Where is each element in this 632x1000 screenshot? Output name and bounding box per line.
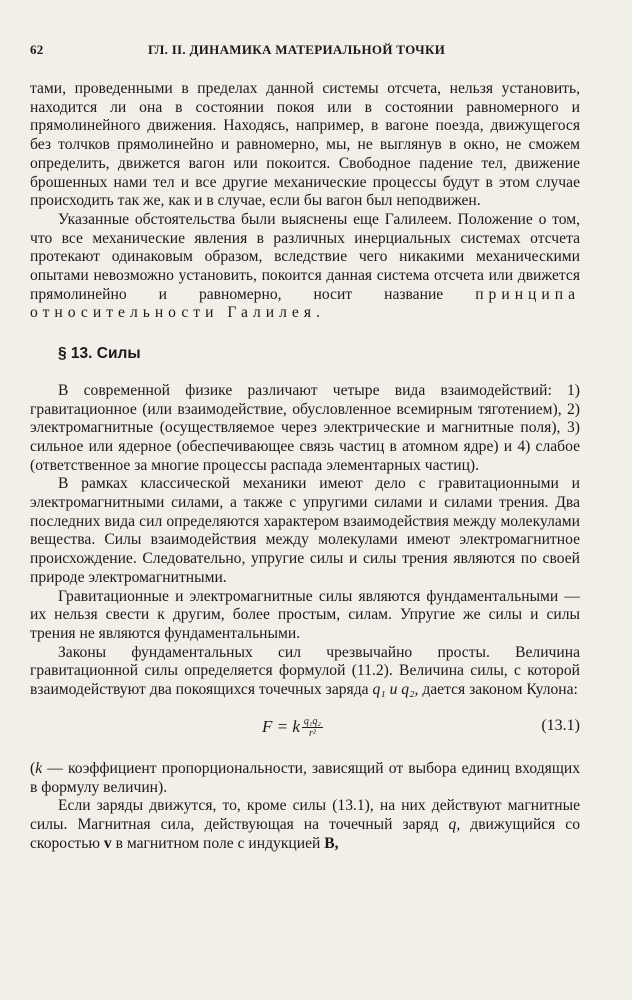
page-number: 62 (30, 42, 44, 57)
formula-denominator: r² (308, 727, 316, 739)
paragraph-2-text: Указанные обстоятельства были выяснены еще Галилеем. Положение о том, что все механические явления в различных инерциальных системах отсчета протекают одинаковым образом, вследствие чего никакими механическими опытами невозможно установить, покоится данная система отсчета или движется прямолинейно и равномерно, носит название (30, 210, 580, 303)
formula-expression (262, 716, 323, 739)
coulomb-formula (30, 704, 580, 754)
galileo-principle: принципа относительности Галилея. (30, 285, 580, 322)
induction-b: B, (324, 834, 339, 852)
paragraph-8-mid: движущийся со скоростью (30, 815, 581, 852)
paragraph-8-mid2: в магнитном поле с индукцией (115, 834, 321, 852)
coefficient-k: k (35, 759, 43, 777)
paragraph-8-text: Если заряды движутся, то, кроме силы (13.1), на них действуют магнитные силы. Магнитная сила, действующая на точечный заряд (30, 797, 580, 833)
paragraph-2 (30, 211, 580, 323)
paragraph-1: тами, проведенными в пределах данной системы отсчета, нельзя установить, находится ли она в состоянии покоя или в состоянии равномерного и прямолинейного движения. Находясь, например, в вагоне поезда, движущегося без толчков прямолинейно и равномерно, мы, не выглянув в окно, не сможем определить, движется вагон или покоится. Свободное падение тел, движение брошенных нами тел и все другие механические процессы будут в этом случае происходить так же, как и в случае, если бы вагон был неподвижен. (30, 80, 580, 210)
paragraph-7-text: — коэффициент пропорциональности, зависящий от выбора единиц входящих в формулу величин). (30, 759, 580, 796)
paragraph-4: В рамках классической механики имеют дело с гравитационными и электромагнитными силами, а также с упругими силами и силами трения. Два последних вида сил определяются характером взаимодействия между молекулами вещества. Силы взаимодействия между молекулами имеют электромагнитное происхождение. Следовательно, упругие силы и силы трения являются по своей природе электромагнитными. (30, 475, 580, 586)
formula-lhs: F = k (262, 716, 300, 736)
formula-numerator: q₁q₂ (303, 715, 321, 727)
section-title: § 13. Силы (58, 345, 141, 363)
body-text (30, 80, 580, 853)
paragraph-5: Гравитационные и электромагнитные силы являются фундаментальными — их нельзя свести к другим, более простым, силам. Упругие же силы и силы трения не являются фундаментальными. (30, 587, 580, 642)
paragraph-3: В современной физике различают четыре вида взаимодействий: 1) гравитационное (или взаимодействие, обусловленное всемирным тяготением), 2) электромагнитные (осуществляемое через электрические и магнитные поля), 3) сильное или ядерное (обеспечивающее связь частиц в атомном ядре) и 4) слабое (ответственное за многие процессы распада элементарных частиц). (30, 381, 580, 474)
paragraph-6 (30, 644, 580, 700)
charge-variables: q₁ и q₂, (372, 681, 419, 699)
equation-number: (13.1) (541, 716, 580, 734)
charge-q: q, (448, 815, 461, 833)
page-header (30, 42, 602, 64)
paragraph-8 (30, 797, 580, 853)
paragraph-6-end: дается законом Кулона: (422, 681, 578, 699)
paragraph-6-text: Законы фундаментальных сил чрезвычайно просты. Величина гравитационной силы определяется формулой (11.2). Величина силы, с которой взаимодействуют два покоящихся точечных заряда (30, 643, 580, 699)
paragraph-7: (k — коэффициент пропорциональности, зависящий от выбора единиц входящих в формулу величин). (30, 759, 580, 796)
formula-fraction (302, 716, 323, 739)
velocity-v: v (103, 834, 112, 852)
running-title: ГЛ. II. ДИНАМИКА МАТЕРИАЛЬНОЙ ТОЧКИ (148, 42, 446, 57)
